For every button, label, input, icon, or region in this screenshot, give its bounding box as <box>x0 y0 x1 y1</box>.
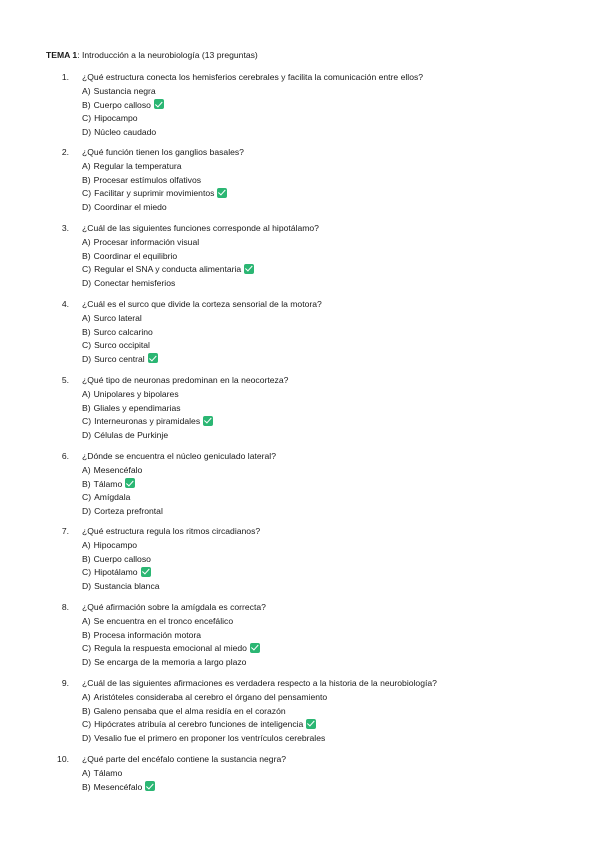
option-text: Hipocampo <box>93 540 138 550</box>
answer-option <box>46 464 566 478</box>
question-item <box>46 450 566 518</box>
question-stem <box>46 298 566 310</box>
check-icon <box>203 416 213 426</box>
answer-option <box>46 160 566 174</box>
option-text: Sustancia negra <box>93 86 156 96</box>
option-letter: C) <box>82 492 92 503</box>
question-stem <box>46 677 566 689</box>
option-text: Hipotálamo <box>94 567 138 578</box>
question-item <box>46 677 566 745</box>
question-stem <box>46 753 566 765</box>
option-text: Coordinar el equilibrio <box>93 250 178 261</box>
question-item <box>46 298 566 366</box>
option-letter: B) <box>82 402 91 413</box>
answer-option <box>46 402 566 416</box>
option-text: Regula la respuesta emocional al miedo <box>94 643 247 654</box>
answer-option <box>46 126 566 140</box>
option-letter: B) <box>82 629 91 640</box>
question-item <box>46 71 566 139</box>
option-letter: B) <box>82 99 91 110</box>
question-stem <box>46 146 566 158</box>
question-number: 2. <box>61 147 69 157</box>
option-text: Cuerpo calloso <box>93 553 151 564</box>
option-text: Regular el SNA y conducta alimentaria <box>94 264 242 275</box>
option-letter: B) <box>82 250 91 261</box>
option-text: Interneuronas y piramidales <box>94 416 201 427</box>
question-text: ¿Qué estructura regula los ritmos circadianos? <box>82 526 261 536</box>
question-stem <box>46 601 566 613</box>
answer-option <box>46 85 566 99</box>
topic-heading <box>46 49 258 61</box>
answer-option <box>46 415 566 429</box>
option-text: Tálamo <box>93 478 123 489</box>
option-letter: C) <box>82 188 92 199</box>
answer-option <box>46 642 566 656</box>
answer-option <box>46 615 566 629</box>
option-letter: A) <box>82 768 91 778</box>
answer-option <box>46 339 566 353</box>
answer-options <box>46 85 566 139</box>
question-number: 5. <box>61 375 69 385</box>
answer-option <box>46 718 566 732</box>
question-number: 9. <box>61 678 69 688</box>
question-number: 6. <box>61 451 69 461</box>
option-letter: A) <box>82 465 91 475</box>
option-letter: D) <box>82 732 92 743</box>
answer-option <box>46 767 566 781</box>
answer-option <box>46 429 566 443</box>
option-letter: B) <box>82 478 91 489</box>
option-text: Conectar hemisferios <box>94 277 176 288</box>
option-letter: C) <box>82 567 92 578</box>
answer-option <box>46 553 566 567</box>
question-item <box>46 222 566 290</box>
option-letter: A) <box>82 540 91 550</box>
question-number: 8. <box>61 602 69 612</box>
answer-option <box>46 174 566 188</box>
option-letter: A) <box>82 692 91 702</box>
option-letter: C) <box>82 416 92 427</box>
answer-options <box>46 388 566 442</box>
answer-option <box>46 705 566 719</box>
question-stem <box>46 222 566 234</box>
option-letter: C) <box>82 643 92 654</box>
option-letter: A) <box>82 313 91 323</box>
answer-option <box>46 580 566 594</box>
question-text: ¿Qué afirmación sobre la amígdala es correcta? <box>82 602 266 612</box>
option-letter: C) <box>82 264 92 275</box>
option-text: Coordinar el miedo <box>94 201 167 212</box>
question-number: 1. <box>61 72 69 82</box>
check-icon <box>154 99 164 109</box>
question-text: ¿Qué estructura conecta los hemisferios cerebrales y facilita la comunicación entre ellos? <box>82 72 424 82</box>
option-letter: D) <box>82 126 92 137</box>
answer-option <box>46 505 566 519</box>
option-text: Surco occipital <box>94 340 150 351</box>
option-text: Facilitar y suprimir movimientos <box>94 188 215 199</box>
option-text: Surco calcarino <box>93 326 153 337</box>
question-item <box>46 601 566 669</box>
answer-option <box>46 112 566 126</box>
option-letter: A) <box>82 389 91 399</box>
question-stem <box>46 374 566 386</box>
option-letter: D) <box>82 353 92 364</box>
option-letter: B) <box>82 326 91 337</box>
option-letter: D) <box>82 505 92 516</box>
question-number: 4. <box>61 299 69 309</box>
option-text: Surco lateral <box>93 313 142 323</box>
option-text: Hipócrates atribuía al cerebro funciones de inteligencia <box>94 719 304 730</box>
answer-option <box>46 187 566 201</box>
option-text: Cuerpo calloso <box>93 99 151 110</box>
question-text: ¿Cuál de las siguientes funciones corresponde al hipotálamo? <box>82 223 319 233</box>
option-text: Se encarga de la memoria a largo plazo <box>94 656 247 667</box>
option-text: Células de Purkinje <box>94 429 169 440</box>
option-letter: D) <box>82 277 92 288</box>
check-icon <box>141 567 151 577</box>
question-stem <box>46 525 566 537</box>
check-icon <box>125 478 135 488</box>
answer-option <box>46 656 566 670</box>
topic-heading-lead: TEMA 1 <box>46 50 78 60</box>
check-icon <box>244 264 254 274</box>
option-letter: A) <box>82 161 91 171</box>
option-letter: B) <box>82 174 91 185</box>
answer-option <box>46 326 566 340</box>
check-icon <box>148 353 158 363</box>
option-letter: B) <box>82 781 91 792</box>
answer-options <box>46 691 566 745</box>
option-letter: D) <box>82 429 92 440</box>
option-text: Tálamo <box>93 768 123 778</box>
answer-options <box>46 615 566 669</box>
option-text: Procesar estímulos olfativos <box>93 174 202 185</box>
check-icon <box>306 719 316 729</box>
topic-heading-rest: : Introducción a la neurobiología (13 preguntas) <box>77 50 258 60</box>
answer-option <box>46 491 566 505</box>
answer-options <box>46 312 566 366</box>
question-item <box>46 146 566 214</box>
option-text: Regular la temperatura <box>93 161 182 171</box>
option-text: Unipolares y bipolares <box>93 389 179 399</box>
option-letter: A) <box>82 86 91 96</box>
option-text: Galeno pensaba que el alma residía en el corazón <box>93 705 286 716</box>
answer-option <box>46 201 566 215</box>
answer-option <box>46 236 566 250</box>
option-text: Sustancia blanca <box>94 580 160 591</box>
option-text: Surco central <box>94 353 145 364</box>
answer-option <box>46 566 566 580</box>
question-number: 3. <box>61 223 69 233</box>
question-text: ¿Qué parte del encéfalo contiene la sustancia negra? <box>82 754 286 764</box>
option-letter: A) <box>82 616 91 626</box>
option-letter: C) <box>82 340 92 351</box>
question-text: ¿Cuál es el surco que divide la corteza sensorial de la motora? <box>82 299 322 309</box>
question-number: 7. <box>61 526 69 536</box>
question-text: ¿Qué función tienen los ganglios basales? <box>82 147 244 157</box>
answer-options <box>46 236 566 290</box>
option-letter: D) <box>82 201 92 212</box>
option-letter: D) <box>82 656 92 667</box>
answer-options <box>46 464 566 518</box>
answer-option <box>46 478 566 492</box>
answer-option <box>46 99 566 113</box>
question-text: ¿Qué tipo de neuronas predominan en la neocorteza? <box>82 375 289 385</box>
option-text: Hipocampo <box>94 113 138 124</box>
answer-option <box>46 539 566 553</box>
question-number: 10. <box>57 754 69 764</box>
check-icon <box>145 781 155 791</box>
question-item <box>46 753 566 794</box>
option-text: Corteza prefrontal <box>94 505 163 516</box>
option-text: Procesa información motora <box>93 629 202 640</box>
question-text: ¿Dónde se encuentra el núcleo geniculado lateral? <box>82 451 276 461</box>
option-text: Se encuentra en el tronco encefálico <box>93 616 234 626</box>
question-text: ¿Cuál de las siguientes afirmaciones es verdadera respecto a la historia de la neurobiología? <box>82 678 437 688</box>
option-letter: C) <box>82 719 92 730</box>
option-letter: C) <box>82 113 92 124</box>
option-text: Mesencéfalo <box>93 781 143 792</box>
option-text: Mesencéfalo <box>93 465 143 475</box>
option-letter: B) <box>82 705 91 716</box>
option-letter: A) <box>82 237 91 247</box>
check-icon <box>217 188 227 198</box>
question-item <box>46 374 566 442</box>
question-stem <box>46 450 566 462</box>
option-text: Núcleo caudado <box>94 126 157 137</box>
answer-option <box>46 629 566 643</box>
question-item <box>46 525 566 593</box>
answer-options <box>46 539 566 593</box>
answer-options <box>46 767 566 794</box>
option-text: Vesalio fue el primero en proponer los ventrículos cerebrales <box>94 732 326 743</box>
answer-option <box>46 781 566 795</box>
answer-option <box>46 732 566 746</box>
option-letter: D) <box>82 580 92 591</box>
option-text: Aristóteles consideraba al cerebro el órgano del pensamiento <box>93 692 328 702</box>
check-icon <box>250 643 260 653</box>
answer-option <box>46 277 566 291</box>
answer-option <box>46 691 566 705</box>
answer-options <box>46 160 566 214</box>
answer-option <box>46 388 566 402</box>
option-text: Amígdala <box>94 492 131 503</box>
question-stem <box>46 71 566 83</box>
answer-option <box>46 250 566 264</box>
answer-option <box>46 353 566 367</box>
option-text: Gliales y ependimarias <box>93 402 181 413</box>
option-letter: B) <box>82 553 91 564</box>
option-text: Procesar información visual <box>93 237 200 247</box>
answer-option <box>46 263 566 277</box>
answer-option <box>46 312 566 326</box>
